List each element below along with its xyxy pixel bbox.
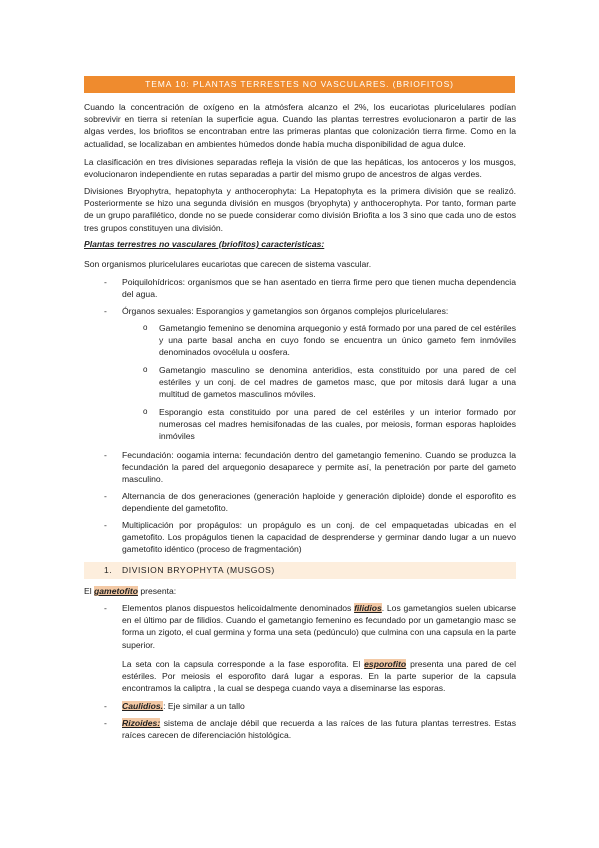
list-item-text: Alternancia de dos generaciones (generación haploide y generación diploide) donde el esporofito es dependiente del gametofito. [122,491,516,514]
intro-paragraph-1: Cuando la concentración de oxígeno en la atmósfera alcanzo el 2%, los eucariotas pluricelulares podían sobrevivir en tierra si retenían la superficie agua. Cuando las plantas terrestres evolucionaron a partir de las algas verdes, los briofitos se encontraban entre las primeras plantas que colonización tierra firme. Como en la actualidad, se localizaban en ambientes húmedos donde había mucha disponibilidad de agua dulce. [84,102,516,149]
dash-bullet: - [104,491,107,501]
list-item-text: Fecundación: oogamia interna: fecundación dentro del gametangio femenino. Cuando se produzca la fecundación la pared del arquegonio desaparece y permite así, la penetración por parte del gameto masculino. [122,450,516,485]
dash-bullet: - [104,277,107,287]
gametofito-post: presenta: [137,586,177,596]
sublist-item-text: Gametangio masculino se denomina anteridios, esta constituido por una pared de cel estériles y un conj. de cel madres de gametos masc, que por mitosis dará lugar a una multitud de gametos masculinos móviles. [159,365,516,400]
caulidios-term: Caulidios. [122,701,164,711]
list-item-text: Poiquilohídricos: organismos que se han asentado en tierra firme pero que tienen mucha dependencia del agua. [122,277,516,300]
gametofito-intro [84,585,516,597]
seta-text-a: La seta con la capsula corresponde a la fase esporofita. El [122,659,365,669]
list-item-text: Multiplicación por propágulos: un propágulo es un conj. de cel empaquetadas ubicadas en el gametofito. Los propágulos tienen la capacidad de desprenderse y germinar dando lugar a un nuevo gametofito idéntico (proceso de fragmentación) [122,520,516,555]
list-item-text [122,717,516,741]
elementos-text-b: . Los gametangios suelen ubicarse en el último par de filidios. Cuando el gametangio femenino es fecundado por un gametangio masc se forma un zigoto, el cual germina y forma una seta (pedúnculo) que culmina con una capsula en la parte superior. [122,603,517,650]
intro-paragraph-3: Divisiones Bryophytra, hepatophyta y anthocerophyta: La Hepatophyta es la primera división que se realizó. Posteriormente se hizo una segunda división en musgos (bryophyta) y anthocerophyta. Por tanto, forman parte de un grupo parafilético, donde no se puede considerar como división Briofita a los 3 sino que cada uno de estos tres grupos constituyen una división. [84,186,516,233]
circle-bullet: o [143,407,148,416]
list-item-text [122,700,516,712]
rizoides-text: sistema de anclaje débil que recuerda a las raíces de las futura plantas terrestres. Estas raíces carecen de diferenciación histológica. [122,718,516,741]
filidios-term: filidios [354,603,382,613]
circle-bullet: o [143,323,148,332]
dash-bullet: - [104,520,107,530]
dash-bullet: - [104,603,107,613]
section-number: 1. [104,565,113,575]
elementos-text-a: Elementos planos dispuestos helicoidalmente denominados [122,603,355,613]
gametofito-term: gametofito [94,586,138,596]
dash-bullet: - [104,450,107,460]
intro-paragraph-2: La clasificación en tres divisiones separadas refleja la visión de que las hepáticas, los antoceros y los musgos, evolucionaron independiente en rutas separadas a partir del mismo grupo de ancestros de algas verdes. [84,157,516,180]
section-label: DIVISION BRYOPHYTA (MUSGOS) [122,565,275,575]
dash-bullet: - [104,701,107,711]
seta-paragraph [122,658,516,695]
gametofito-pre: El [84,586,95,596]
sublist-item-text: Gametangio femenino se denomina arquegonio y está formado por una pared de cel estériles y una parte basal ancha en cuyo fondo se encuentra un único gameto fem inmóviles denominados ovocélula u oosfera. [159,323,516,358]
esporofito-term: esporofito [364,659,407,669]
seta-text-b: presenta una pared de cel estériles. Por meiosis el esporofito dará lugar a esporas. En la parte superior de la capsula encontramos la caliptra , la cual se despega cuando vaya a diseminarse las esporas. [122,659,516,694]
section-heading-bryophyta [84,562,516,579]
dash-bullet: - [104,306,107,316]
characteristics-intro: Son organismos pluricelulares eucariotas que carecen de sistema vascular. [84,259,372,269]
dash-bullet: - [104,718,107,728]
sublist-item-text: Esporangio esta constituido por una pared de cel estériles y un interior formado por numerosas cel madres hemisifonadas de las cuales, por meiosis, forman esporas haploides inmóviles [159,407,516,442]
characteristics-heading: Plantas terrestres no vasculares (briofitos) características: [84,239,325,249]
list-item-text [122,602,516,651]
rizoides-term: Rizoides: [122,718,161,728]
circle-bullet: o [143,365,148,374]
list-item-text: Órganos sexuales: Esporangios y gametangios son órganos complejos pluricelulares: [122,306,449,316]
caulidios-text: : Eje similar a un tallo [163,701,245,711]
page-title: TEMA 10: PLANTAS TERRESTES NO VASCULARES. (BRIOFITOS) [84,76,515,93]
